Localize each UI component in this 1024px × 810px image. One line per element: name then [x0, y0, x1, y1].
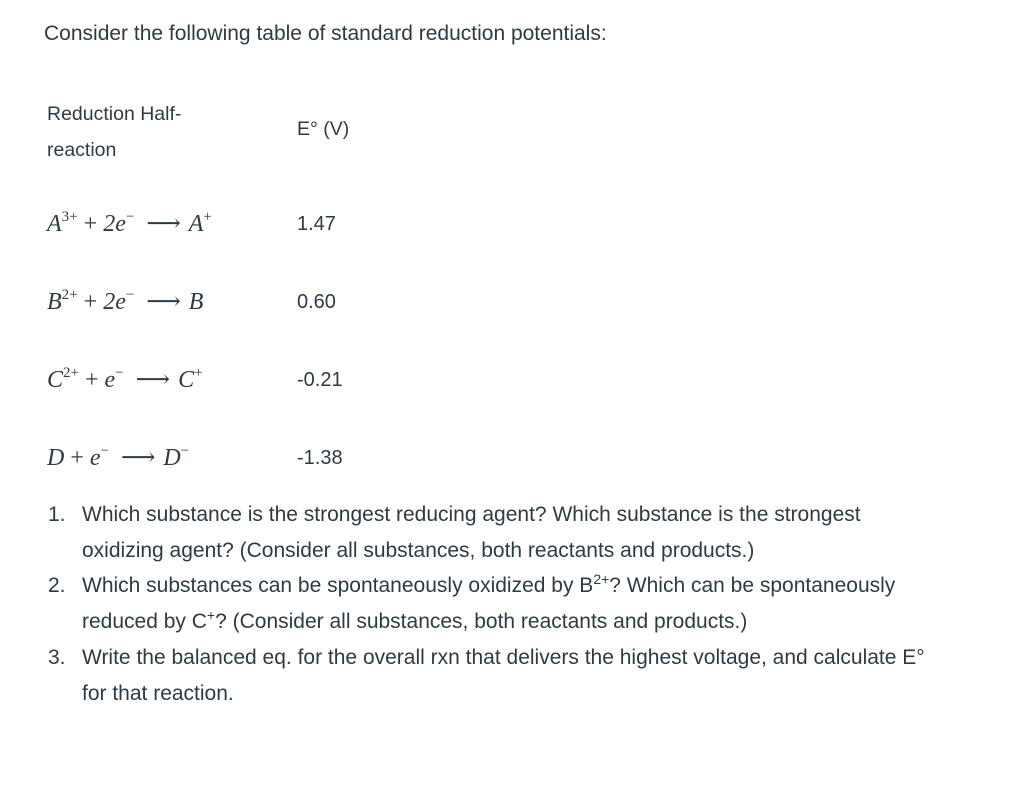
reaction-arrow: ⟶	[135, 367, 171, 393]
electron-term: 2e	[103, 289, 126, 315]
header-reduction-half-reaction: Reduction Half-reaction	[47, 103, 182, 161]
potential-value: 0.60	[297, 291, 336, 313]
question-list	[48, 497, 948, 711]
reaction-arrow: ⟶	[121, 445, 156, 471]
rhs-species: C	[178, 367, 195, 393]
question-number: 3.	[48, 645, 66, 669]
plus-sign: +	[70, 445, 84, 471]
question-text-part: ? Which can be spontaneously reduced by C	[82, 574, 896, 634]
lhs-species: D	[47, 445, 65, 471]
header-standard-potential: E° (V)	[297, 118, 350, 140]
half-reaction-equation	[47, 282, 203, 322]
question-item	[48, 640, 948, 711]
intro-text: Consider the following table of standard reduction potentials:	[44, 22, 607, 45]
electron-term: 2e	[103, 211, 126, 237]
electron-term: e	[104, 367, 116, 393]
question-number: 2.	[48, 574, 66, 598]
lhs-species: B	[47, 289, 62, 315]
question-text-part: Which substances can be spontaneously oxidized by B	[82, 574, 594, 598]
lhs-species: A	[47, 211, 62, 237]
rhs-species: A	[188, 211, 204, 237]
rhs-charge: −	[180, 443, 190, 459]
question-text: Which substance is the strongest reducing agent? Which substance is the strongest oxidizing agent? (Consider all substances, both reactants and products.)	[82, 503, 861, 562]
plus-sign: +	[83, 211, 98, 237]
question-text-part: ? (Consider all substances, both reactants and products.)	[215, 610, 748, 634]
rhs-species: D	[163, 445, 181, 471]
reaction-arrow: ⟶	[146, 289, 181, 315]
question-text: Write the balanced eq. for the overall rxn that delivers the highest voltage, and calculate E° for that reaction.	[82, 645, 925, 705]
rhs-charge: +	[203, 209, 212, 225]
electron-charge: −	[115, 365, 124, 381]
potential-value: -0.21	[297, 369, 343, 391]
electron-charge: −	[100, 443, 110, 459]
question-number: 1.	[48, 503, 66, 526]
half-reaction-equation	[47, 360, 203, 400]
electron-charge: −	[125, 209, 135, 225]
question-item	[48, 497, 948, 568]
potential-value: -1.38	[297, 447, 343, 469]
table-row	[0, 204, 1024, 244]
plus-sign: +	[84, 367, 99, 393]
rhs-charge: +	[194, 365, 203, 381]
half-reaction-equation	[47, 204, 212, 244]
table-row	[0, 438, 1024, 478]
half-reaction-equation	[47, 438, 189, 478]
lhs-charge: 2+	[63, 365, 79, 381]
reaction-arrow: ⟶	[146, 211, 181, 237]
plus-sign: +	[83, 289, 98, 315]
table-row	[0, 360, 1024, 400]
electron-term: e	[89, 445, 101, 471]
lhs-species: C	[47, 367, 64, 393]
question-item	[48, 568, 948, 639]
electron-charge: −	[125, 287, 135, 303]
lhs-charge: 3+	[61, 209, 78, 225]
rhs-species: B	[188, 289, 204, 315]
charge-superscript: 2+	[593, 571, 610, 588]
potential-value: 1.47	[297, 213, 336, 235]
charge-superscript: +	[206, 607, 216, 624]
lhs-charge: 2+	[61, 287, 78, 303]
table-row	[0, 282, 1024, 322]
